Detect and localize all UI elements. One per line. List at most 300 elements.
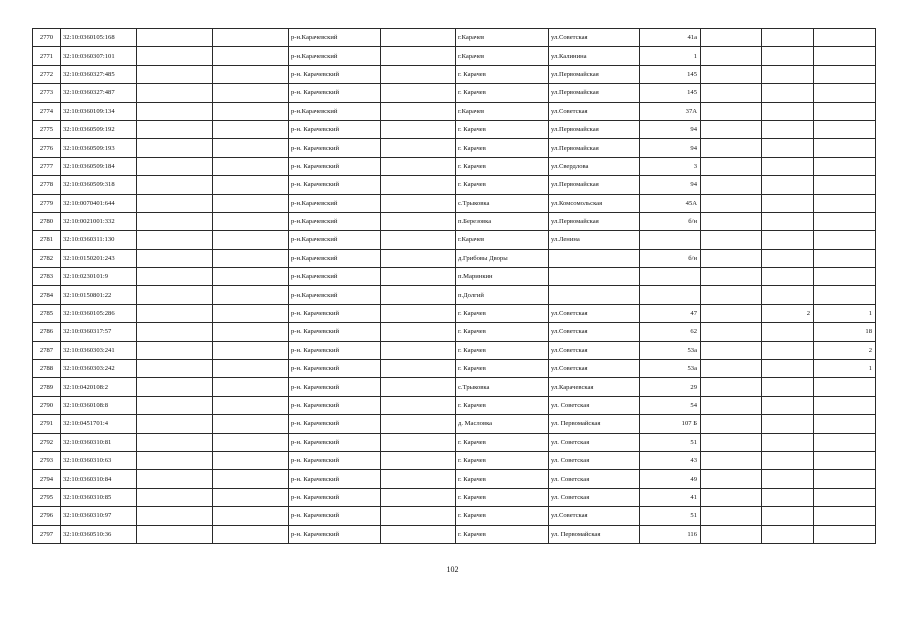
table-row <box>33 29 876 47</box>
cell-locality: г. Карачев <box>456 157 549 175</box>
table-row <box>33 157 876 175</box>
cell-house: 145 <box>640 65 701 83</box>
cell-street: ул. Советская <box>549 451 640 469</box>
cell-locality: г. Карачев <box>456 525 549 543</box>
cell-street: ул. Советская <box>549 396 640 414</box>
table-row <box>33 249 876 267</box>
cell-value-a <box>762 176 814 194</box>
cell-locality: г. Карачев <box>456 176 549 194</box>
registry-table <box>32 28 876 544</box>
cell-district: р-н.Карачевский <box>289 268 381 286</box>
cell-value-a <box>762 194 814 212</box>
cell-empty <box>137 231 213 249</box>
cell-empty <box>701 84 762 102</box>
cell-empty <box>701 507 762 525</box>
cell-empty <box>137 378 213 396</box>
table-row <box>33 488 876 506</box>
table-row <box>33 47 876 65</box>
cell-house <box>640 268 701 286</box>
cell-house <box>640 231 701 249</box>
cell-district: р-н. Карачевский <box>289 415 381 433</box>
table-row <box>33 470 876 488</box>
cell-row-number: 2794 <box>33 470 61 488</box>
table-row <box>33 139 876 157</box>
cell-empty <box>381 323 456 341</box>
cell-value-b <box>814 84 876 102</box>
cell-street: ул. Первомайская <box>549 415 640 433</box>
cell-value-b <box>814 268 876 286</box>
cell-row-number: 2775 <box>33 120 61 138</box>
cell-locality: г. Карачев <box>456 451 549 469</box>
cell-value-a <box>762 84 814 102</box>
cell-empty <box>137 249 213 267</box>
cell-value-b <box>814 507 876 525</box>
cell-empty <box>381 65 456 83</box>
cell-row-number: 2779 <box>33 194 61 212</box>
cell-empty <box>701 451 762 469</box>
table-row <box>33 120 876 138</box>
cell-empty <box>137 157 213 175</box>
cell-empty <box>213 378 289 396</box>
cell-value-a <box>762 525 814 543</box>
cell-empty <box>381 360 456 378</box>
cell-district: р-н. Карачевский <box>289 304 381 322</box>
cell-cadastral-number: 32:10:0360327:485 <box>61 65 137 83</box>
cell-empty <box>137 525 213 543</box>
cell-empty <box>213 84 289 102</box>
cell-empty <box>701 304 762 322</box>
cell-value-a <box>762 396 814 414</box>
cell-house: б/н <box>640 212 701 230</box>
table-row <box>33 378 876 396</box>
cell-empty <box>701 47 762 65</box>
cell-row-number: 2789 <box>33 378 61 396</box>
cell-district: р-н. Карачевский <box>289 451 381 469</box>
cell-street: ул.Свердлова <box>549 157 640 175</box>
cell-empty <box>701 29 762 47</box>
cell-value-a <box>762 212 814 230</box>
cell-empty <box>137 360 213 378</box>
cell-empty <box>701 415 762 433</box>
cell-street: ул.Первомайская <box>549 176 640 194</box>
cell-empty <box>701 157 762 175</box>
table-row <box>33 176 876 194</box>
cell-house <box>640 286 701 304</box>
cell-empty <box>213 341 289 359</box>
cell-locality: п.Маринкин <box>456 268 549 286</box>
cell-street: ул.Советская <box>549 29 640 47</box>
cell-district: р-н. Карачевский <box>289 378 381 396</box>
cell-cadastral-number: 32:10:0451701:4 <box>61 415 137 433</box>
cell-district: р-н. Карачевский <box>289 157 381 175</box>
cell-district: р-н. Карачевский <box>289 341 381 359</box>
cell-house: 62 <box>640 323 701 341</box>
cell-empty <box>213 433 289 451</box>
cell-empty <box>381 341 456 359</box>
cell-cadastral-number: 32:10:0360327:487 <box>61 84 137 102</box>
cell-house: 51 <box>640 433 701 451</box>
cell-house: 53а <box>640 360 701 378</box>
cell-empty <box>213 488 289 506</box>
cell-value-b <box>814 378 876 396</box>
cell-value-b <box>814 29 876 47</box>
cell-empty <box>213 286 289 304</box>
cell-empty <box>213 65 289 83</box>
cell-empty <box>381 157 456 175</box>
cell-house: б/н <box>640 249 701 267</box>
cell-cadastral-number: 32:10:0360303:241 <box>61 341 137 359</box>
cell-empty <box>381 29 456 47</box>
cell-cadastral-number: 32:10:0420108:2 <box>61 378 137 396</box>
cell-locality: г. Карачев <box>456 120 549 138</box>
cell-house: 107 Б <box>640 415 701 433</box>
cell-empty <box>701 286 762 304</box>
cell-value-b <box>814 396 876 414</box>
cell-cadastral-number: 32:10:0230101:9 <box>61 268 137 286</box>
cell-empty <box>213 47 289 65</box>
cell-empty <box>701 360 762 378</box>
cell-street: ул.Советская <box>549 507 640 525</box>
cell-empty <box>137 341 213 359</box>
cell-empty <box>381 249 456 267</box>
cell-empty <box>701 176 762 194</box>
cell-value-a <box>762 102 814 120</box>
cell-value-b <box>814 212 876 230</box>
table-row <box>33 525 876 543</box>
cell-empty <box>213 304 289 322</box>
cell-value-a <box>762 433 814 451</box>
cell-value-a <box>762 47 814 65</box>
cell-empty <box>137 139 213 157</box>
cell-empty <box>381 304 456 322</box>
cell-value-a <box>762 378 814 396</box>
cell-cadastral-number: 32:10:0360310:63 <box>61 451 137 469</box>
cell-locality: г. Карачев <box>456 470 549 488</box>
cell-empty <box>137 433 213 451</box>
cell-cadastral-number: 32:10:0360105:286 <box>61 304 137 322</box>
table-row <box>33 212 876 230</box>
cell-locality: г.Карачев <box>456 102 549 120</box>
cell-house: 94 <box>640 176 701 194</box>
cell-district: р-н. Карачевский <box>289 507 381 525</box>
cell-row-number: 2770 <box>33 29 61 47</box>
table-row <box>33 194 876 212</box>
cell-empty <box>381 507 456 525</box>
cell-value-b <box>814 488 876 506</box>
cell-row-number: 2774 <box>33 102 61 120</box>
cell-value-a <box>762 488 814 506</box>
cell-district: р-н. Карачевский <box>289 396 381 414</box>
cell-empty <box>213 470 289 488</box>
cell-district: р-н.Карачевский <box>289 231 381 249</box>
cell-empty <box>213 415 289 433</box>
cell-empty <box>137 286 213 304</box>
cell-empty <box>213 102 289 120</box>
cell-empty <box>213 268 289 286</box>
cell-row-number: 2771 <box>33 47 61 65</box>
cell-value-a <box>762 507 814 525</box>
cell-value-b: 18 <box>814 323 876 341</box>
cell-empty <box>701 231 762 249</box>
cell-row-number: 2780 <box>33 212 61 230</box>
cell-row-number: 2791 <box>33 415 61 433</box>
table-row <box>33 433 876 451</box>
cell-empty <box>701 139 762 157</box>
cell-street <box>549 249 640 267</box>
cell-empty <box>381 47 456 65</box>
cell-value-b <box>814 194 876 212</box>
cell-empty <box>137 120 213 138</box>
cell-empty <box>381 176 456 194</box>
cell-empty <box>137 47 213 65</box>
table-row <box>33 415 876 433</box>
cell-empty <box>381 415 456 433</box>
table-row <box>33 360 876 378</box>
cell-row-number: 2796 <box>33 507 61 525</box>
cell-district: р-н. Карачевский <box>289 139 381 157</box>
cell-value-b <box>814 470 876 488</box>
cell-district: р-н. Карачевский <box>289 84 381 102</box>
cell-empty <box>213 451 289 469</box>
cell-cadastral-number: 32:10:0021001:332 <box>61 212 137 230</box>
cell-cadastral-number: 32:10:0360509:192 <box>61 120 137 138</box>
table-row <box>33 304 876 322</box>
cell-empty <box>137 304 213 322</box>
cell-house: 37А <box>640 102 701 120</box>
cell-empty <box>213 157 289 175</box>
cell-empty <box>381 268 456 286</box>
cell-value-a <box>762 286 814 304</box>
cell-value-b <box>814 176 876 194</box>
cell-empty <box>381 488 456 506</box>
cell-empty <box>701 433 762 451</box>
cell-empty <box>137 65 213 83</box>
cell-value-b <box>814 120 876 138</box>
cell-empty <box>137 194 213 212</box>
cell-street: ул. Советская <box>549 433 640 451</box>
cell-district: р-н. Карачевский <box>289 323 381 341</box>
cell-district: р-н.Карачевский <box>289 249 381 267</box>
cell-value-a <box>762 231 814 249</box>
cell-empty <box>701 378 762 396</box>
cell-empty <box>137 396 213 414</box>
cell-empty <box>381 451 456 469</box>
cell-locality: г. Карачев <box>456 433 549 451</box>
cell-district: р-н. Карачевский <box>289 433 381 451</box>
cell-row-number: 2787 <box>33 341 61 359</box>
cell-cadastral-number: 32:10:0360108:8 <box>61 396 137 414</box>
cell-street: ул.Советская <box>549 102 640 120</box>
cell-value-a: 2 <box>762 304 814 322</box>
cell-district: р-н. Карачевский <box>289 488 381 506</box>
table-row <box>33 507 876 525</box>
cell-street: ул. Первомайская <box>549 525 640 543</box>
cell-street: ул. Советская <box>549 488 640 506</box>
cell-street: ул.Первомайская <box>549 65 640 83</box>
cell-row-number: 2792 <box>33 433 61 451</box>
cell-house: 41а <box>640 29 701 47</box>
cell-empty <box>137 470 213 488</box>
cell-cadastral-number: 32:10:0360310:84 <box>61 470 137 488</box>
cell-empty <box>137 102 213 120</box>
cell-house: 45А <box>640 194 701 212</box>
cell-value-a <box>762 139 814 157</box>
cell-empty <box>381 120 456 138</box>
cell-district: р-н.Карачевский <box>289 47 381 65</box>
cell-cadastral-number: 32:10:0360311:130 <box>61 231 137 249</box>
cell-empty <box>381 84 456 102</box>
cell-empty <box>213 194 289 212</box>
cell-value-a <box>762 323 814 341</box>
cell-empty <box>381 470 456 488</box>
cell-empty <box>213 525 289 543</box>
cell-locality: г. Карачев <box>456 304 549 322</box>
cell-house: 29 <box>640 378 701 396</box>
table-row <box>33 231 876 249</box>
table-row <box>33 341 876 359</box>
cell-empty <box>381 525 456 543</box>
cell-value-b <box>814 249 876 267</box>
cell-value-b <box>814 65 876 83</box>
cell-empty <box>213 507 289 525</box>
cell-house: 1 <box>640 47 701 65</box>
cell-value-b <box>814 157 876 175</box>
cell-cadastral-number: 32:10:0360105:168 <box>61 29 137 47</box>
cell-cadastral-number: 32:10:0360310:81 <box>61 433 137 451</box>
cell-district: р-н. Карачевский <box>289 120 381 138</box>
cell-empty <box>213 212 289 230</box>
cell-empty <box>213 249 289 267</box>
cell-house: 116 <box>640 525 701 543</box>
cell-value-b <box>814 47 876 65</box>
cell-empty <box>701 525 762 543</box>
cell-house: 3 <box>640 157 701 175</box>
cell-empty <box>381 396 456 414</box>
cell-value-b <box>814 415 876 433</box>
table-body <box>33 29 876 544</box>
cell-row-number: 2788 <box>33 360 61 378</box>
cell-empty <box>137 84 213 102</box>
cell-street: ул.Первомайская <box>549 84 640 102</box>
cell-district: р-н. Карачевский <box>289 360 381 378</box>
cell-value-a <box>762 29 814 47</box>
cell-district: р-н. Карачевский <box>289 525 381 543</box>
cell-street: ул.Первомайская <box>549 120 640 138</box>
cell-value-b <box>814 451 876 469</box>
cell-street <box>549 286 640 304</box>
cell-cadastral-number: 32:10:0360310:85 <box>61 488 137 506</box>
table-row <box>33 84 876 102</box>
cell-empty <box>137 268 213 286</box>
cell-row-number: 2786 <box>33 323 61 341</box>
cell-empty <box>137 507 213 525</box>
cell-empty <box>701 488 762 506</box>
cell-empty <box>213 231 289 249</box>
cell-empty <box>701 249 762 267</box>
cell-value-b: 1 <box>814 360 876 378</box>
cell-empty <box>381 139 456 157</box>
table-row <box>33 268 876 286</box>
cell-empty <box>381 433 456 451</box>
cell-street: ул.Комсомольская <box>549 194 640 212</box>
cell-locality: г. Карачев <box>456 507 549 525</box>
cell-row-number: 2781 <box>33 231 61 249</box>
cell-empty <box>381 378 456 396</box>
table-row <box>33 396 876 414</box>
cell-row-number: 2777 <box>33 157 61 175</box>
cell-value-a <box>762 415 814 433</box>
cell-empty <box>701 323 762 341</box>
cell-district: р-н.Карачевский <box>289 194 381 212</box>
cell-street: ул. Советская <box>549 470 640 488</box>
cell-empty <box>701 212 762 230</box>
cell-street: ул.Карачевская <box>549 378 640 396</box>
table-row <box>33 323 876 341</box>
cell-empty <box>137 212 213 230</box>
cell-empty <box>213 139 289 157</box>
cell-cadastral-number: 32:10:0360303:242 <box>61 360 137 378</box>
cell-locality: д. Масловка <box>456 415 549 433</box>
cell-empty <box>381 286 456 304</box>
cell-value-a <box>762 120 814 138</box>
cell-street: ул.Советская <box>549 341 640 359</box>
cell-street: ул.Ленина <box>549 231 640 249</box>
cell-house: 41 <box>640 488 701 506</box>
cell-row-number: 2783 <box>33 268 61 286</box>
cell-locality: г. Карачев <box>456 139 549 157</box>
cell-district: р-н. Карачевский <box>289 470 381 488</box>
cell-value-b <box>814 102 876 120</box>
cell-district: р-н. Карачевский <box>289 176 381 194</box>
cell-empty <box>701 102 762 120</box>
cell-row-number: 2784 <box>33 286 61 304</box>
page-number: 102 <box>446 565 459 574</box>
cell-value-a <box>762 65 814 83</box>
cell-cadastral-number: 32:10:0360317:57 <box>61 323 137 341</box>
cell-row-number: 2795 <box>33 488 61 506</box>
cell-cadastral-number: 32:10:0360510:36 <box>61 525 137 543</box>
cell-empty <box>213 323 289 341</box>
table-row <box>33 451 876 469</box>
cell-cadastral-number: 32:10:0070401:644 <box>61 194 137 212</box>
cell-value-a <box>762 157 814 175</box>
cell-empty <box>213 176 289 194</box>
cell-locality: г. Карачев <box>456 360 549 378</box>
cell-house: 49 <box>640 470 701 488</box>
cell-district: р-н.Карачевский <box>289 29 381 47</box>
cell-empty <box>213 360 289 378</box>
cell-district: р-н.Карачевский <box>289 212 381 230</box>
cell-locality: г. Карачев <box>456 396 549 414</box>
cell-empty <box>381 231 456 249</box>
table-row <box>33 286 876 304</box>
cell-house: 145 <box>640 84 701 102</box>
cell-empty <box>137 176 213 194</box>
cell-value-b: 1 <box>814 304 876 322</box>
cell-street: ул.Советская <box>549 304 640 322</box>
cell-empty <box>137 451 213 469</box>
cell-locality: с.Трыковка <box>456 194 549 212</box>
cell-house: 94 <box>640 120 701 138</box>
cell-locality: г.Карачев <box>456 231 549 249</box>
cell-empty <box>381 212 456 230</box>
cell-cadastral-number: 32:10:0360509:318 <box>61 176 137 194</box>
cell-empty <box>213 396 289 414</box>
cell-district: р-н.Карачевский <box>289 286 381 304</box>
cell-street: ул.Советская <box>549 360 640 378</box>
cell-value-a <box>762 268 814 286</box>
cell-street <box>549 268 640 286</box>
